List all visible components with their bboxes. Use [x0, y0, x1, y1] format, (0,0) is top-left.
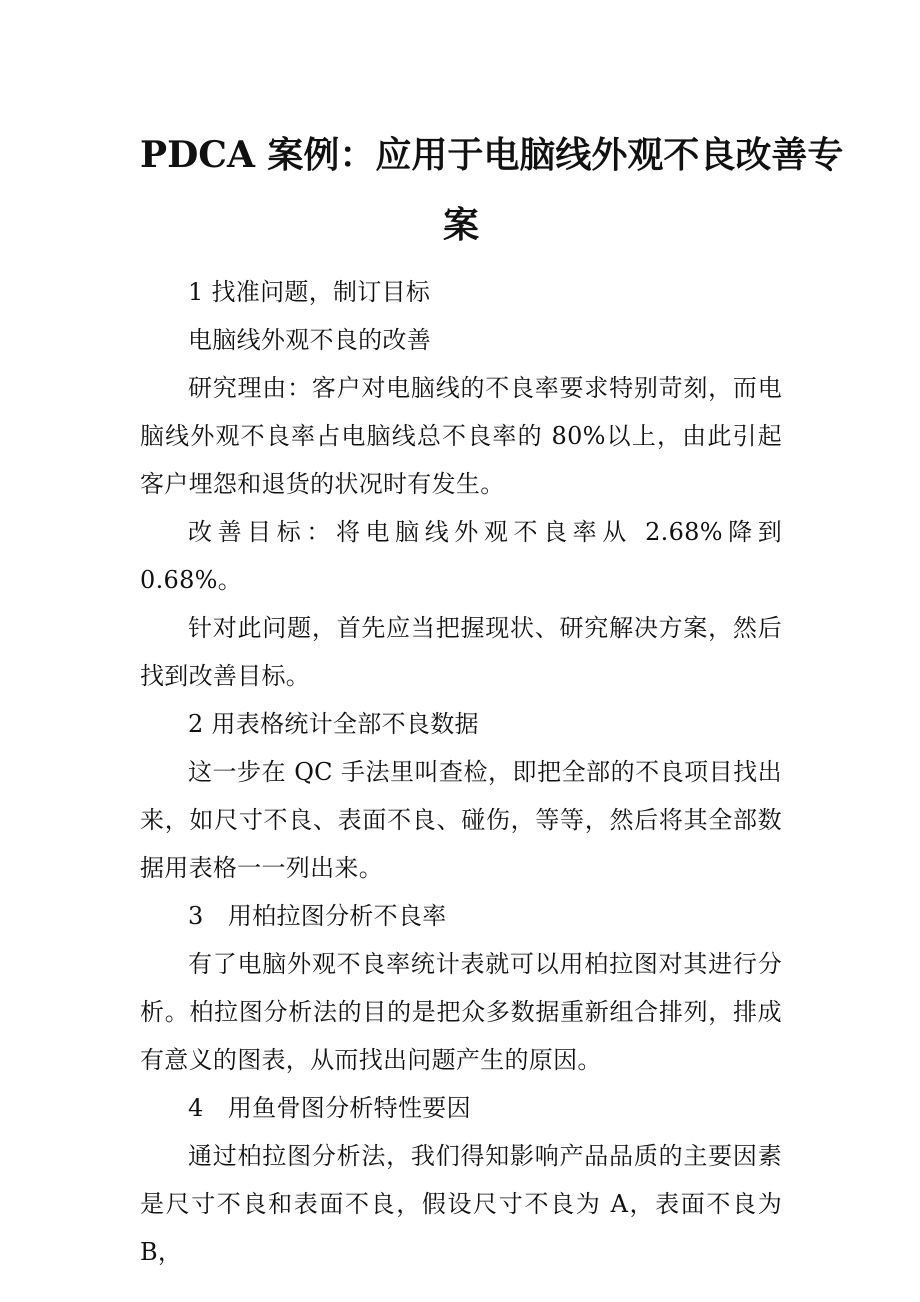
paragraph-approach: 针对此问题，首先应当把握现状、研究解决方案，然后找到改善目标。: [140, 614, 782, 690]
section-heading-4: 4 用鱼骨图分析特性要因: [188, 1094, 471, 1122]
paragraph-reason: 研究理由：客户对电脑线的不良率要求特别苛刻，而电脑线外观不良率占电脑线总不良率的 80%以上，由此引起客户埋怨和退货的状况时有发生。: [140, 374, 782, 498]
title-line-1: PDCA 案例：应用于电脑线外观不良改善专: [140, 134, 844, 176]
section-heading-3: 3 用柏拉图分析不良率: [188, 902, 447, 930]
paragraph-topic: 电脑线外观不良的改善: [188, 326, 431, 354]
paragraph-goal: 改善目标：将电脑线外观不良率从 2.68%降到 0.68%。: [140, 518, 782, 594]
section-heading-2: 2 用表格统计全部不良数据: [188, 710, 479, 738]
document-title: [140, 120, 844, 260]
title-line-2: 案: [442, 204, 479, 246]
section-heading-1: 1 找准问题，制订目标: [188, 278, 431, 306]
paragraph-pareto: 有了电脑外观不良率统计表就可以用柏拉图对其进行分析。柏拉图分析法的目的是把众多数据重新组合排列，排成有意义的图表，从而找出问题产生的原因。: [140, 950, 782, 1074]
paragraph-fishbone: 通过柏拉图分析法，我们得知影响产品品质的主要因素是尺寸不良和表面不良，假设尺寸不良为 A，表面不良为 B，: [140, 1142, 782, 1266]
paragraph-check: 这一步在 QC 手法里叫查检，即把全部的不良项目找出来，如尺寸不良、表面不良、碰伤，等等，然后将其全部数据用表格一一列出来。: [140, 758, 782, 882]
